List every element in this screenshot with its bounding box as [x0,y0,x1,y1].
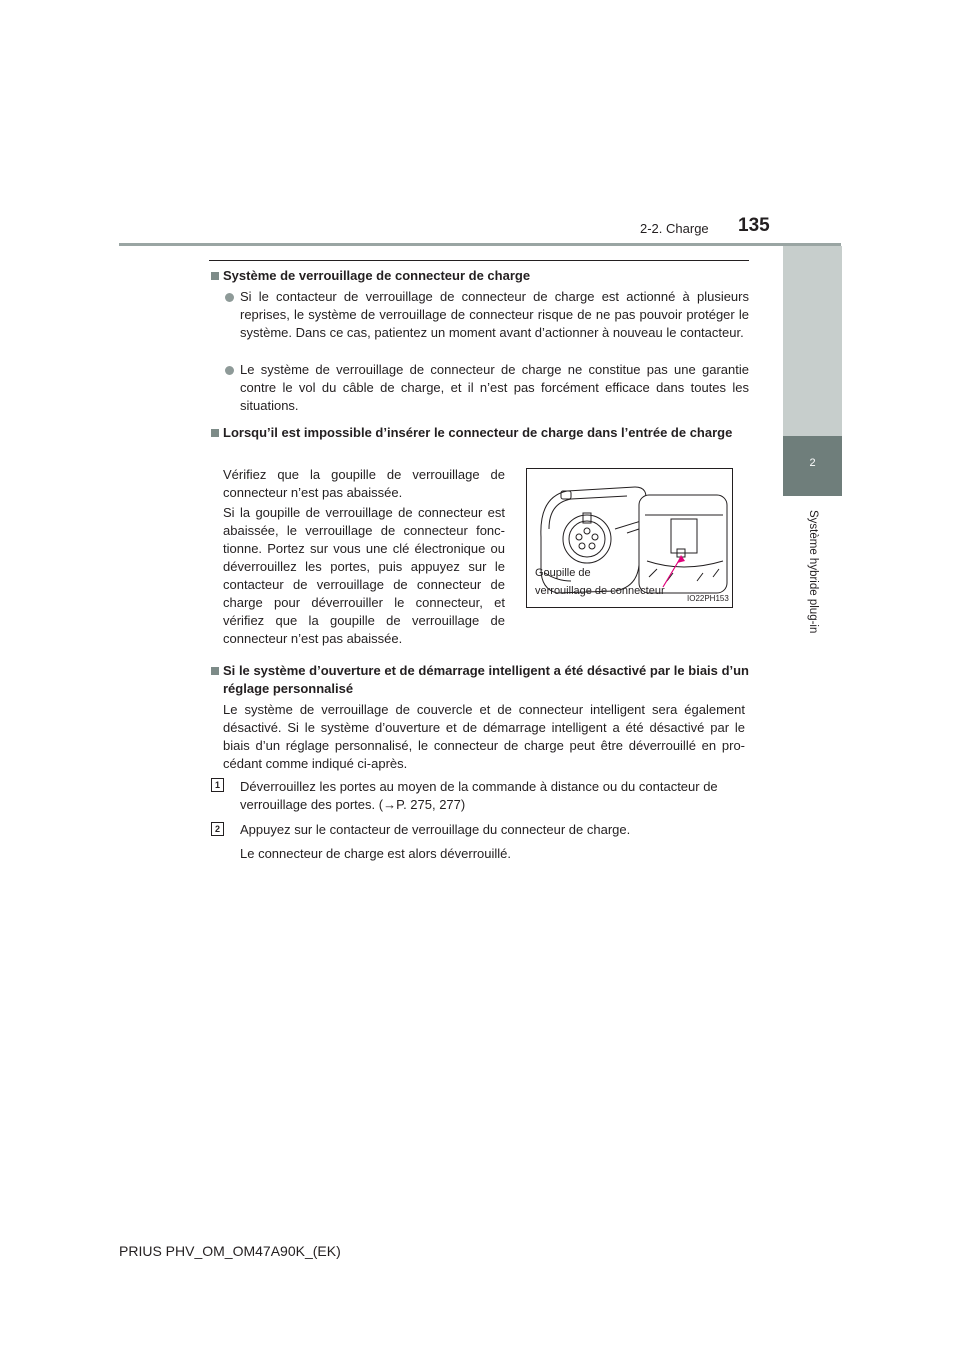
section-square-marker [211,429,219,437]
content-top-rule [209,260,749,261]
lock-system-bullet-2: Le système de verrouillage de connecteur de charge ne constitue pas une garantie contre le vol du câble de charge, et il n’est pas forcément efficace dans toutes les situations. [240,362,749,413]
bullet-dot [225,293,234,302]
page-number: 135 [738,215,770,236]
chapter-title: Système hybride plug-in [807,510,819,634]
section-square-marker [211,667,219,675]
section-title: 2-2. Charge [640,221,709,236]
section-heading-cannot-insert: Lorsqu’il est impossible d’insérer le connecteur de charge dans l’entrée de charge [223,425,733,440]
chapter-number: 2 [809,457,816,469]
step-number-box: 1 [211,778,224,792]
header-rule [119,243,841,246]
chapter-tab [783,436,842,496]
lock-system-bullet-1: Si le contacteur de verrouillage de connecteur de charge est actionné à plusieurs reprises, le système de verrouillage de connecteur risque de ne pas pouvoir protéger le système. Dans ce cas, patientez un moment avant d’actionner à nouveau le contacteur. [240,289,749,340]
step-result-text: Le connecteur de charge est alors déverrouillé. [240,846,511,861]
figure-caption-line-2: verrouillage de connecteur [535,585,665,597]
section-heading-smart-entry: Si le système d’ouverture et de démarrage intelligent a été désactivé par le biais d’un réglage personnalisé [223,663,749,696]
step-2-text: Appuyez sur le contacteur de verrouillage du connecteur de charge. [240,822,631,837]
section-heading-lock-system: Système de verrouillage de connecteur de charge [223,268,531,283]
connector-lock-pin-illustration [526,468,733,608]
cannot-insert-para-2: Si la goupille de verrouillage de connecteur est abaissée, le verrouillage de connecteur fonc-tionne. Portez sur vous une clé électronique ou déverrouillez les portes, puis appuyez sur le contacteur de verrouillage de connecteur de charge pour déverrouiller le connecteur, et vérifiez que la goupille de verrouillage de connecteur n’est pas abaissée. [223,505,505,646]
step-number-box: 2 [211,822,224,836]
step-1-text: Déverrouillez les portes au moyen de la commande à distance ou du contacteur de verrouillage des portes. (→P. 275, 277) [240,779,718,812]
chapter-title-vertical [805,510,821,660]
bullet-dot [225,366,234,375]
smart-entry-para: Le système de verrouillage de couvercle et de connecteur intelligent sera également désactivé. Si le système d’ouverture et de démarrage intelligent a été désactivé par le biais d’un réglage personnalisé, le connecteur de charge peut être déverrouillé en pro-cédant comme indiqué ci-après. [223,702,745,771]
section-square-marker [211,272,219,280]
document-code-footer: PRIUS PHV_OM_OM47A90K_(EK) [119,1243,341,1259]
cannot-insert-para-1: Vérifiez que la goupille de verrouillage de connecteur n’est pas abaissée. [223,467,505,500]
figure-code: IO22PH153 [687,594,729,603]
figure-caption-line-1: Goupille de [535,567,591,579]
sidebar-band [783,246,842,436]
